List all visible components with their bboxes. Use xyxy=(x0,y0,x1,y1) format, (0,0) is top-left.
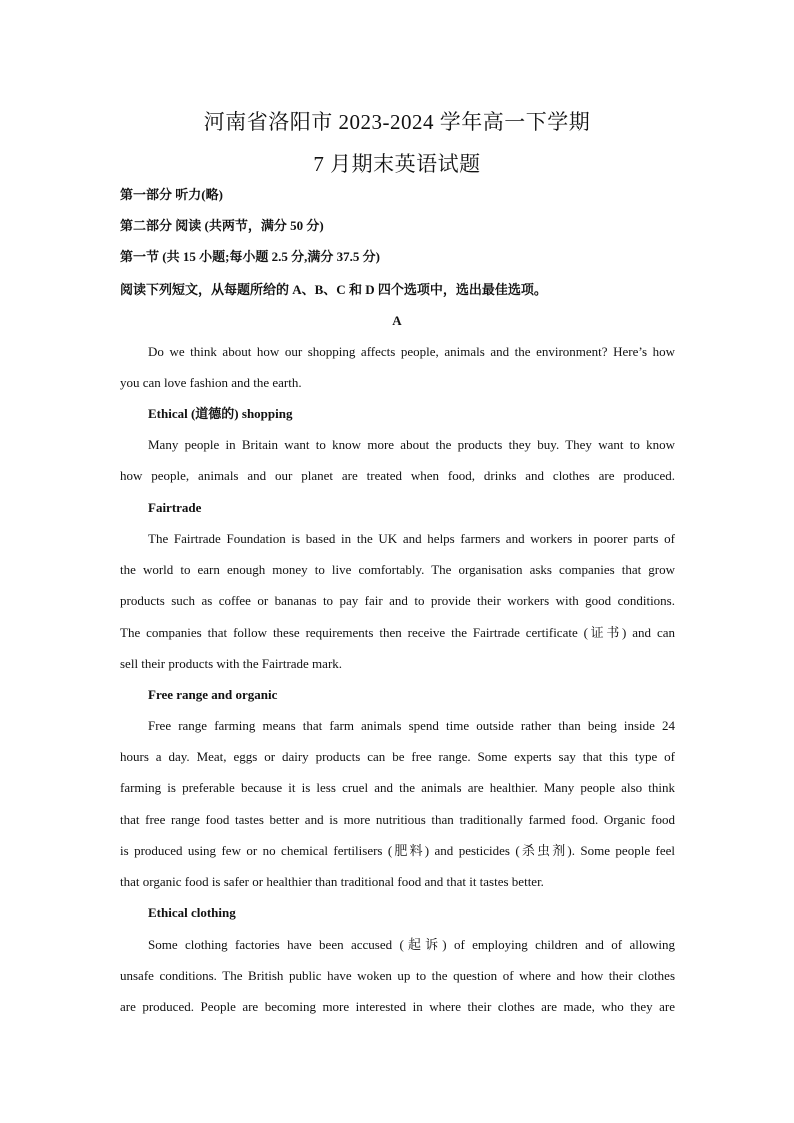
subheading-free-range: Free range and organic xyxy=(148,687,278,702)
passage-line: the world to earn enough money to live comfortably. The organisation asks companies that grow xyxy=(120,562,675,577)
instruction-text: 阅读下列短文，从每题所给的 A、B、C 和 D 四个选项中，选出最佳选项。 xyxy=(120,282,547,297)
passage-line: are produced. People are becoming more interested in where their clothes are made, who they are xyxy=(120,999,675,1014)
section-listening: 第一部分 听力(略) xyxy=(120,187,223,202)
passage-line: Many people in Britain want to know more about the products they buy. They want to know xyxy=(148,437,675,452)
exam-title-line1: 河南省洛阳市 2023-2024 学年高一下学期 xyxy=(203,110,591,134)
passage-line: how people, animals and our planet are treated when food, drinks and clothes are produced. xyxy=(120,468,675,483)
passage-line: that free range food tastes better and is more nutritious than traditionally farmed food. Organic food xyxy=(120,812,675,827)
passage-line: you can love fashion and the earth. xyxy=(120,375,302,390)
part-one-heading: 第一节 (共 15 小题;每小题 2.5 分,满分 37.5 分) xyxy=(120,249,380,264)
passage-line: The Fairtrade Foundation is based in the UK and helps farmers and workers in poorer parts of xyxy=(148,531,675,546)
passage-line: sell their products with the Fairtrade mark. xyxy=(120,656,343,671)
subheading-ethical-clothing: Ethical clothing xyxy=(148,905,236,920)
subheading-ethical-shopping: Ethical (道德的) shopping xyxy=(148,406,293,421)
passage-line: Do we think about how our shopping affects people, animals and the environment? Here’s how xyxy=(148,344,675,359)
exam-title-line2: 7 月期末英语试题 xyxy=(313,152,481,176)
passage-line: products such as coffee or bananas to pay fair and to provide their workers with good conditions. xyxy=(120,593,675,608)
passage-line: farming is preferable because it is less cruel and the animals are healthier. Many people also think xyxy=(120,780,675,795)
section-reading: 第二部分 阅读 (共两节，满分 50 分) xyxy=(120,218,324,233)
passage-line: Some clothing factories have been accused (起诉) of employing children and of allowing xyxy=(148,937,675,952)
passage-line: that organic food is safer or healthier than traditional food and that it tastes better. xyxy=(120,874,544,889)
passage-line: Free range farming means that farm animals spend time outside rather than being inside 24 xyxy=(148,718,675,733)
passage-line: is produced using few or no chemical fertilisers (肥料) and pesticides (杀虫剂). Some people feel xyxy=(120,843,675,858)
passage-label: A xyxy=(392,313,402,328)
passage-line: The companies that follow these requirements then receive the Fairtrade certificate (证书) and can xyxy=(120,625,675,640)
passage-line: unsafe conditions. The British public have woken up to the question of where and how their clothes xyxy=(120,968,675,983)
subheading-fairtrade: Fairtrade xyxy=(148,500,202,515)
passage-line: hours a day. Meat, eggs or dairy products can be free range. Some experts say that this type of xyxy=(120,749,675,764)
